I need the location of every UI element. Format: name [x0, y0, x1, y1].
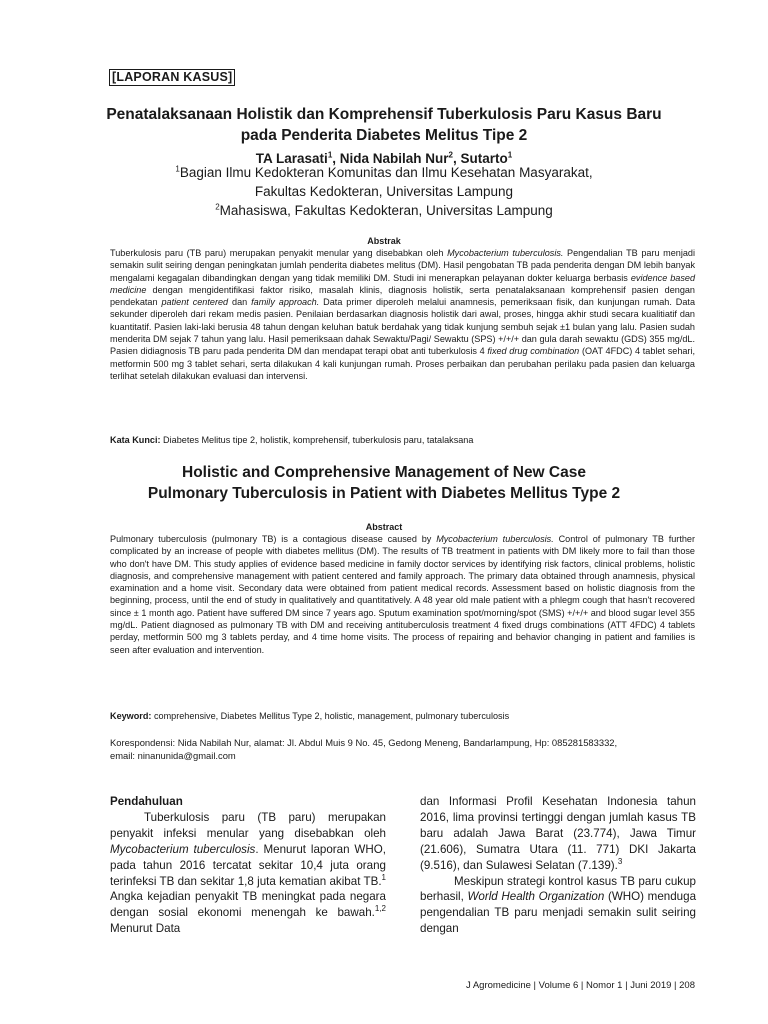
abstrak-text-6: (OAT 4FDC) 4 tablet sehari, metformin 500 mg 3 tablet sehari, serta dilakukan 4 kali kunjungan rumah. Proses perbaikan dan perubahan perilaku pada pasien dan keluarga terlihat setelah dilakukan evaluasi dan intervensi. [110, 346, 696, 381]
left-column [110, 794, 386, 937]
kata-kunci-text: Diabetes Melitus tipe 2, holistik, komprehensif, tuberkulosis paru, tatalaksana [160, 435, 474, 445]
right-text-1: dan Informasi Profil Kesehatan Indonesia tahun 2016, lima provinsi tertinggi dengan jumlah kasus TB baru adalah Jawa Barat (23.774), Jawa Timur (21.606), Sumatra Utara (11. 771) DKI Jakarta (9.516), dan Sulawesi Selatan (7.139). [420, 795, 696, 872]
right-column [420, 794, 696, 937]
affiliation-line-3 [60, 201, 708, 220]
abstrak-text-1: Tuberkulosis paru (TB paru) merupakan penyakit menular yang disebabkan oleh [110, 248, 448, 258]
korespondensi [110, 736, 695, 762]
affiliation-line-1 [60, 163, 708, 182]
kata-kunci-label: Kata Kunci: [110, 435, 161, 445]
left-italic-1: Mycobacterium tuberculosis [110, 842, 256, 856]
right-column-paragraph-1 [420, 794, 696, 874]
journal-footer: J Agromedicine | Volume 6 | Nomor 1 | Juni 2019 | 208 [465, 980, 695, 991]
left-text-4: Menurut Data [110, 922, 181, 936]
left-text-1: Tuberkulosis paru (TB paru) merupakan penyakit infeksi menular yang disebabkan oleh [110, 810, 386, 840]
keyword-label: Keyword: [110, 711, 152, 721]
affiliation-sup-2: 2 [215, 202, 220, 212]
abstract-heading: Abstract [365, 522, 403, 532]
abstract-text-1: Pulmonary tuberculosis (pulmonary TB) is a contagious disease caused by [110, 534, 437, 544]
right-text-2: Meskipun strategi kontrol kasus TB paru cukup berhasil, [420, 874, 696, 904]
author-1-sup: 1 [327, 150, 333, 160]
abstract-body [110, 533, 695, 656]
abstrak-italic-1: Mycobacterium tuberculosis. [447, 248, 564, 258]
title-en-line-1: Holistic and Comprehensive Management of New Case [182, 464, 586, 481]
right-text-3: (WHO) menduga pengendalian TB paru menjadi semakin sulit seiring dengan [420, 890, 697, 936]
article-type-tag: [LAPORAN KASUS] [109, 69, 235, 86]
affiliation-text-1: Bagian Ilmu Kedokteran Komunitas dan Ilmu Kesehatan Masyarakat, [179, 165, 593, 180]
right-column-paragraph-2 [420, 874, 696, 938]
keyword [110, 710, 695, 722]
left-citation-1: 1 [381, 872, 386, 882]
left-citation-2: 1,2 [374, 904, 386, 914]
title-id-line-1: Penatalaksanaan Holistik dan Komprehensif Tuberkulosis Paru Kasus Baru [106, 106, 662, 123]
affiliation-line-2: Fakultas Kedokteran, Universitas Lampung [254, 184, 514, 199]
affiliation-sup-1: 1 [175, 164, 180, 174]
right-citation-1: 3 [617, 856, 623, 866]
korespondensi-line-2: email: ninanunida@gmail.com [110, 750, 236, 761]
affiliations [60, 163, 708, 220]
kata-kunci [110, 434, 695, 446]
title-en-line-2: Pulmonary Tuberculosis in Patient with Diabetes Mellitus Type 2 [147, 485, 621, 502]
korespondensi-line-1: Korespondensi: Nida Nabilah Nur, alamat: Jl. Abdul Muis 9 No. 45, Gedong Meneng, Bandarlampung, Hp: 085281583332, [110, 737, 618, 748]
abstrak-body [110, 247, 695, 382]
section-heading-pendahuluan: Pendahuluan [110, 795, 183, 808]
abstrak-heading: Abstrak [367, 236, 401, 246]
abstract-text-2: Control of pulmonary TB further complicated by an increase of people with diabetes mellitus (DM). The results of TB treatment in patients with DM likely more to fail than those who don't have DM. This study applies of evidence based medicine in family doctor services by identifying risk factors, clinical problems, holistic diagnosis, and comprehensive management with patient centered and family approach. The primary data obtained through anamnesis, physical examination and a home visit. Secondary data were obtained from patient medical records. Assessment based on holistic diagnosis from the beginning, process, until the end of study in qualitatively and quantitatively. A 48 year old male patient with a phlegm cough that hasn't recovered since ± 1 month ago. Patient have suffered DM since 7 years ago. Sputum examination spot/morning/spot (SMS) +/+/+ and blood sugar level 355 mg/dL. Patient diagnosed as pulmonary TB with DM and receiving antituberculosis treatment 4 fixed drugs combinations (ATT 4FDC) 4 tablets perday, metformin 500 mg 3 tablets perday, and 4 time home visits. The process of repairing and behavior changing in patient and families is seen after evaluation and intervention. [110, 534, 696, 655]
abstrak-italic-2: evidence based medicine [110, 272, 695, 295]
right-italic-1: World Health Organization [467, 890, 605, 904]
author-3-sup: 1 [507, 150, 513, 160]
author-2: , Nida Nabilah Nur [332, 151, 449, 166]
abstrak-text-3: dengan mengidentifikasi faktor risiko, masalah klinis, diagnosis holistik, serta penatalaksanaan komprehensif pasien dengan pendekatan [110, 284, 695, 308]
left-text-3: Angka kejadian penyakit TB meningkat pada negara dengan sosial ekonomi menengah ke bawah. [110, 890, 386, 920]
left-column-paragraph [110, 810, 386, 937]
abstrak-italic-5: fixed drug combination [487, 346, 580, 357]
title-indonesian [60, 104, 708, 146]
author-2-sup: 2 [448, 150, 453, 160]
abstrak-text-4: dan [228, 297, 252, 308]
abstract-italic-1: Mycobacterium tuberculosis. [436, 534, 554, 544]
affiliation-text-3: Mahasiswa, Fakultas Kedokteran, Universitas Lampung [219, 203, 553, 218]
abstrak-italic-4: family approach. [251, 297, 320, 308]
author-3: , Sutarto [453, 151, 508, 166]
abstrak-text-5: Data primer diperoleh melalui anamnesis, pemeriksaan fisik, dan kunjungan rumah. Data sekunder diperoleh dari rekam medis pasien. Penilaian berdasarkan diagnosis holistik dari awal, proses, hingga akhir studi secara kualitiatif dan kuantitatif. Pasien laki-laki berusia 48 tahun dengan keluhan batuk berdahak yang tidak kunjung sembuh sejak ±1 bulan yang lalu. Pasien sudah menderita DM sejak 7 tahun yang lalu. Hasil pemeriksaan dahak Sewaktu/Pagi/ Sewaktu (SPS) +/+/+ dan gula darah sewaktu (GDS) 355 mg/dL. Pasien didiagnosis TB paru pada penderita DM dan mendapat terapi obat anti tuberkulosis 4 [110, 297, 695, 357]
author-1: TA Larasati [255, 151, 328, 166]
abstrak-italic-3: patient centered [161, 297, 229, 308]
keyword-text: comprehensive, Diabetes Mellitus Type 2, holistic, management, pulmonary tuberculosis [151, 711, 510, 721]
title-id-line-2: pada Penderita Diabetes Melitus Tipe 2 [240, 127, 528, 144]
title-english [60, 462, 708, 504]
left-text-2: . Menurut laporan WHO, pada tahun 2016 tercatat sekitar 10,4 juta orang terinfeksi TB dan sekitar 1,8 juta kematian akibat TB. [110, 842, 386, 888]
abstrak-text-2: Pengendalian TB paru menjadi semakin sulit seiring dengan peningkatan jumlah penderita diabetes melitus (DM). Hasil pengobatan TB pada penderita dengan DM lebih banyak mengalami kegagalan dibandingkan dengan yang tidak memiliki DM. Studi ini menerapkan pelayanan dokter keluarga berbasis [110, 248, 696, 283]
